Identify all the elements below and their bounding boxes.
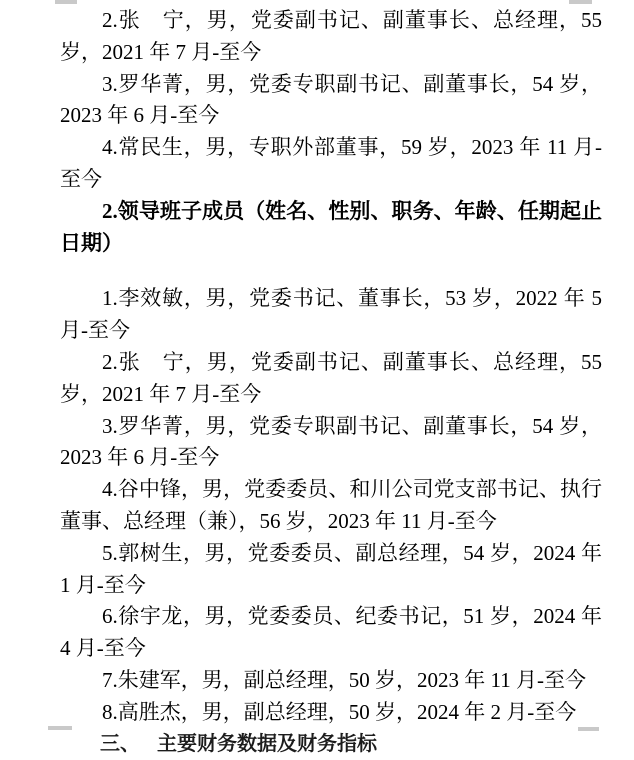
- list-item-leader-4: 4.谷中锋，男，党委委员、和川公司党支部书记、执行董事、总经理（兼），56 岁，2023 年 11 月-至今: [60, 477, 602, 533]
- section-number: 三、: [100, 732, 140, 755]
- list-item-leader-2: 2.张 宁，男，党委副书记、副董事长、总经理，55 岁，2021 年 7 月-至今: [60, 349, 602, 406]
- list-item-leader-1: 1.李效敏，男，党委书记、董事长，53 岁，2022 年 5 月-至今: [60, 286, 602, 343]
- list-item-leader-7: 7.朱建军，男，副总经理，50 岁，2023 年 11 月-至今: [102, 667, 586, 692]
- page-edge-artifact-top-right: [569, 0, 592, 4]
- section-heading-financial: [60, 729, 602, 760]
- section-heading-leadership: 2.领导班子成员（姓名、性别、职务、年龄、任期起止日期）: [60, 198, 602, 255]
- list-item-carryover-3: 3.罗华菁，男，党委专职副书记、副董事长，54 岁，2023 年 6 月-至今: [60, 71, 602, 128]
- list-item-leader-8: 8.高胜杰，男，副总经理，50 岁，2024 年 2 月-至今: [102, 699, 577, 724]
- list-item-carryover-2: 2.张 宁，男，党委副书记、副董事长、总经理，55 岁，2021 年 7 月-至今: [60, 8, 602, 64]
- list-item-carryover-4: 4.常民生，男，专职外部董事，59 岁，2023 年 11 月-至今: [60, 135, 602, 191]
- page-edge-artifact-top-left: [55, 0, 77, 4]
- list-item-leader-5: 5.郭树生，男，党委委员、副总经理，54 岁，2024 年 1 月-至今: [60, 540, 602, 597]
- blank-line: [60, 259, 602, 283]
- document-body: [60, 5, 602, 760]
- section-title: 主要财务数据及财务指标: [157, 732, 377, 755]
- list-item-leader-3: 3.罗华菁，男，党委专职副书记、副董事长，54 岁，2023 年 6 月-至今: [60, 413, 602, 470]
- list-item-leader-6: 6.徐宇龙，男，党委委员、纪委书记，51 岁，2024 年 4 月-至今: [60, 604, 602, 661]
